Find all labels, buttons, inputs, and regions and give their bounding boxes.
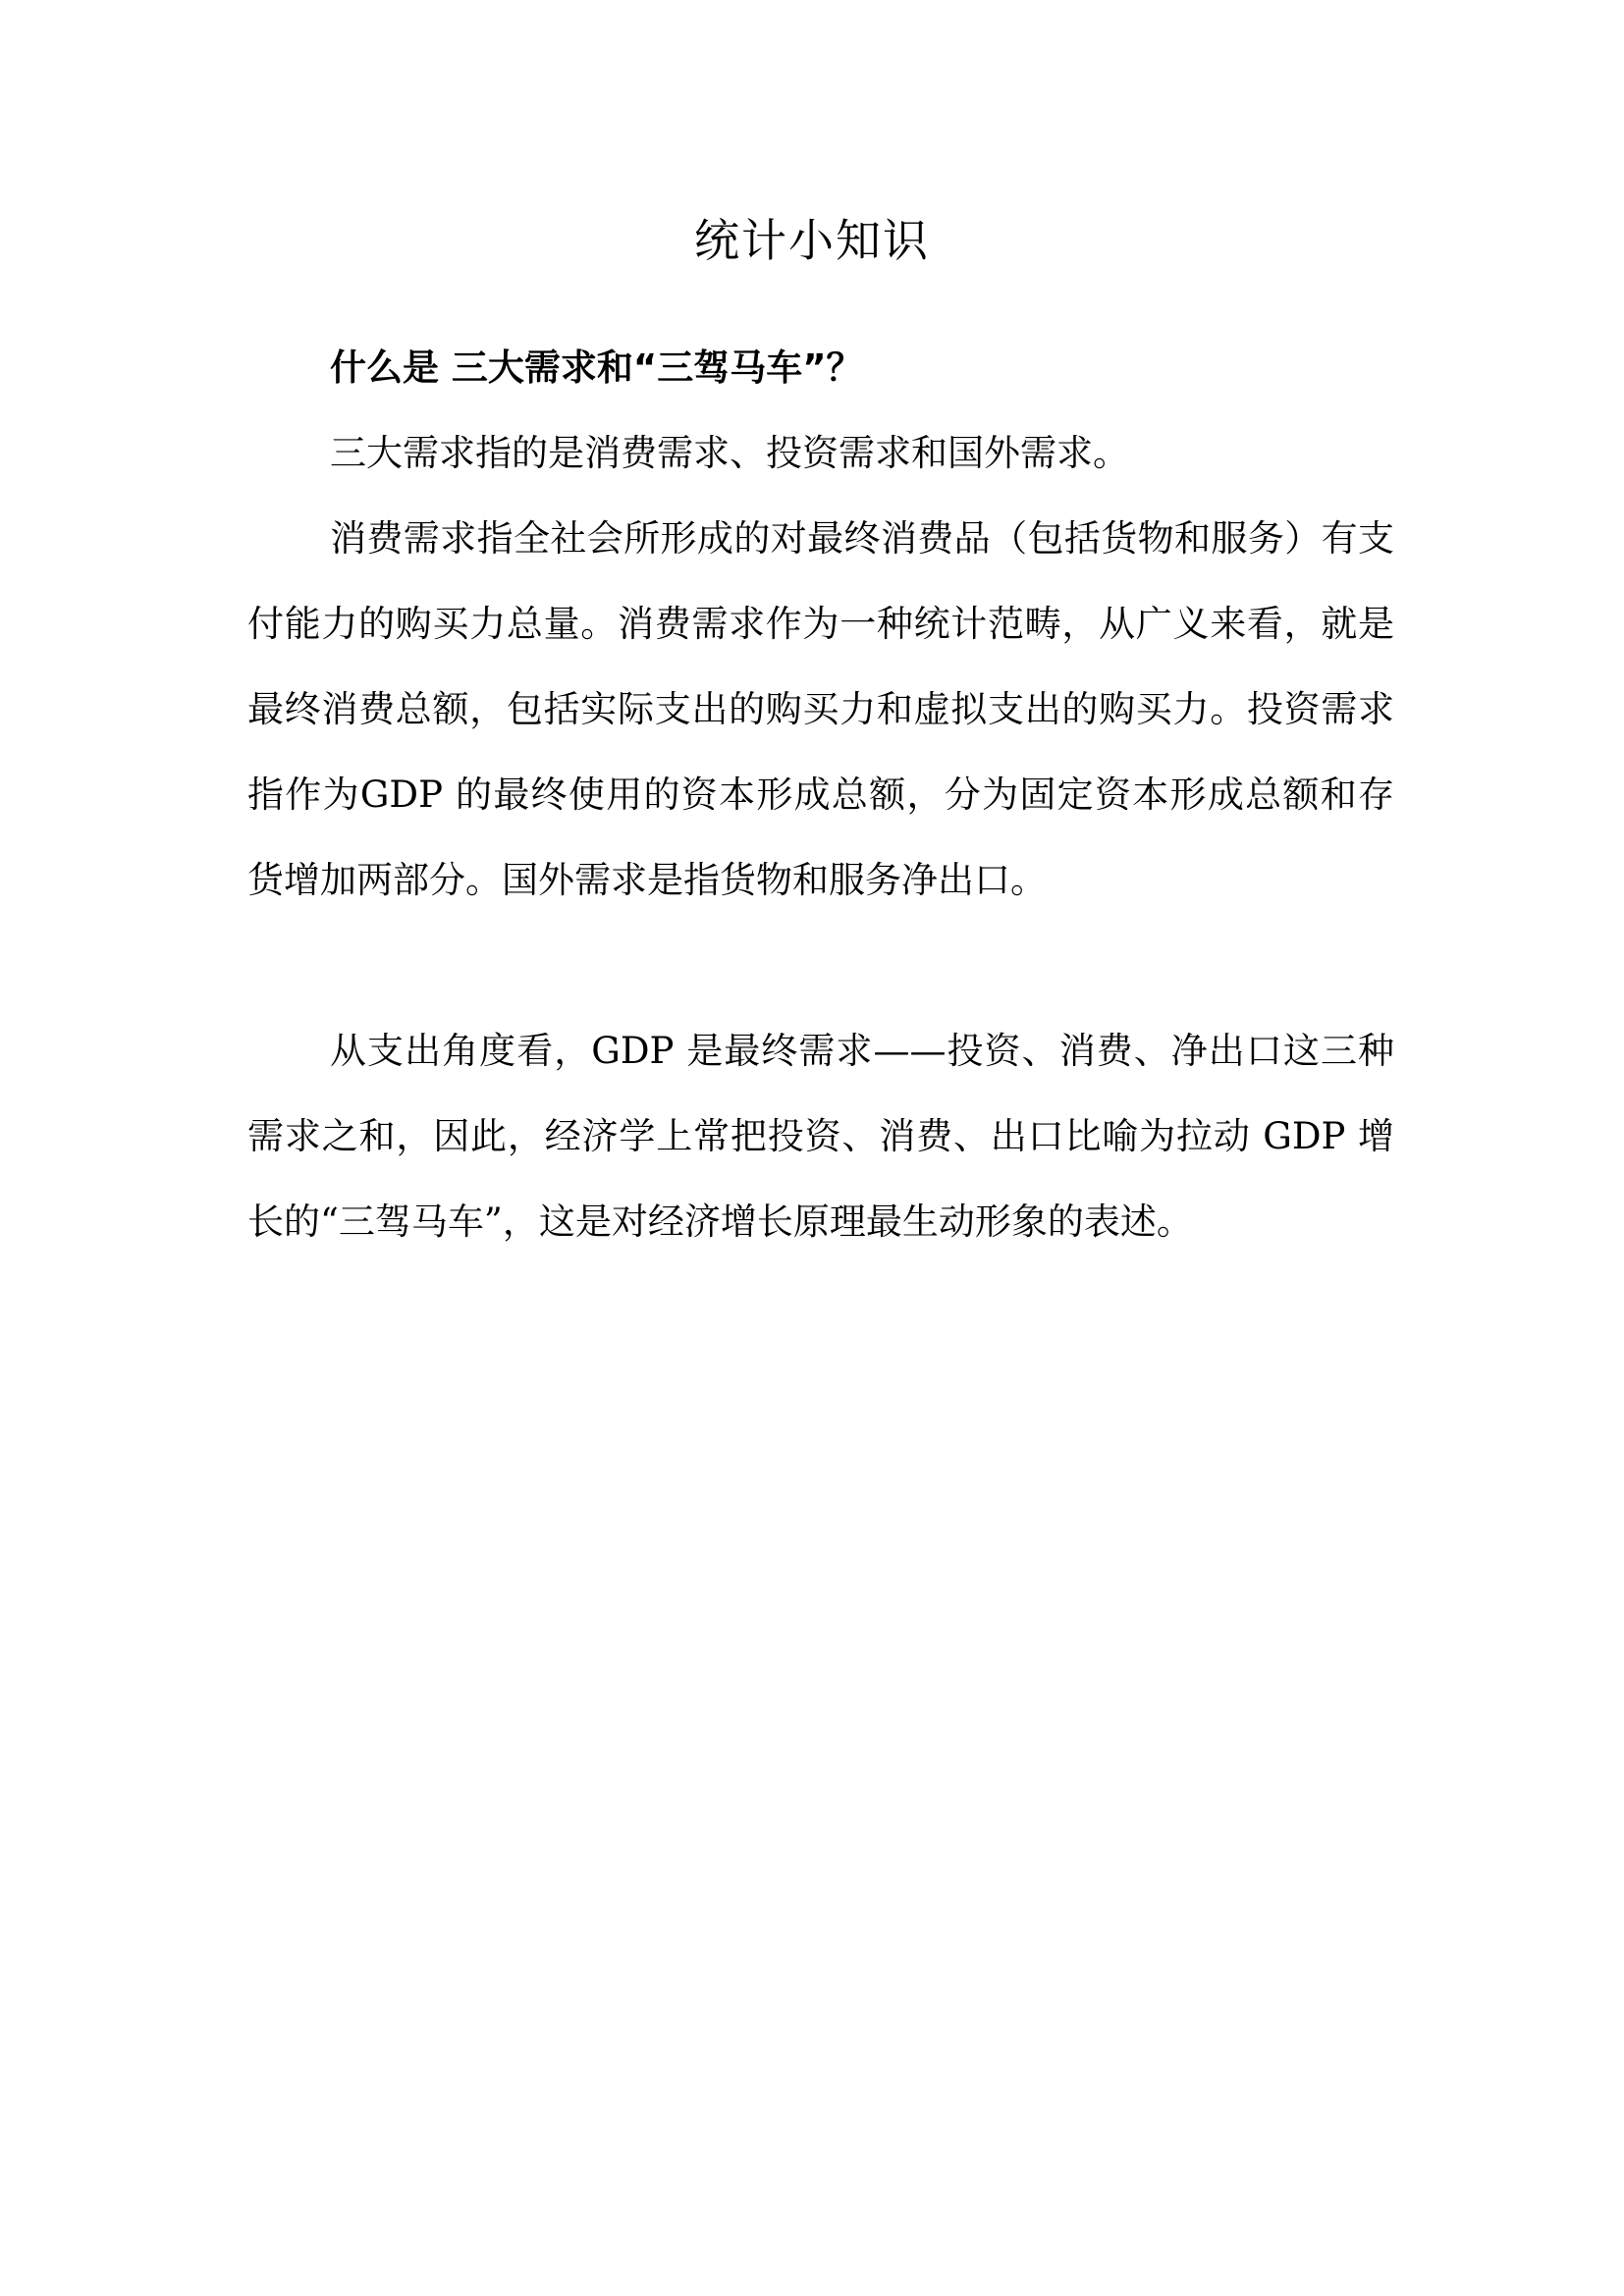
section-question-heading: 什么是 三大需求和“三驾马车”？ (330, 347, 863, 389)
paragraph-three-demands: 三大需求指的是消费需求、投资需求和国外需求。 (330, 432, 1129, 474)
paragraph-troika-explanation: 从支出角度看，GDP 是最终需求——投资、消费、净出口这三种需求之和，因此，经济学上常把投资、消费、出口比喻为拉动 GDP 增长的“三驾马车”，这是对经济增长原理最生动形象的表述。 (247, 1030, 1394, 1243)
paragraph-demand-definitions: 消费需求指全社会所形成的对最终消费品（包括货物和服务）有支付能力的购买力总量。消费需求作为一种统计范畴，从广义来看，就是最终消费总额，包括实际支出的购买力和虚拟支出的购买力。投资需求指作为GDP 的最终使用的资本形成总额，分为固定资本形成总额和存货增加两部分。国外需求是指货物和服务净出口。 (247, 517, 1394, 901)
document-title: 统计小知识 (694, 214, 930, 267)
